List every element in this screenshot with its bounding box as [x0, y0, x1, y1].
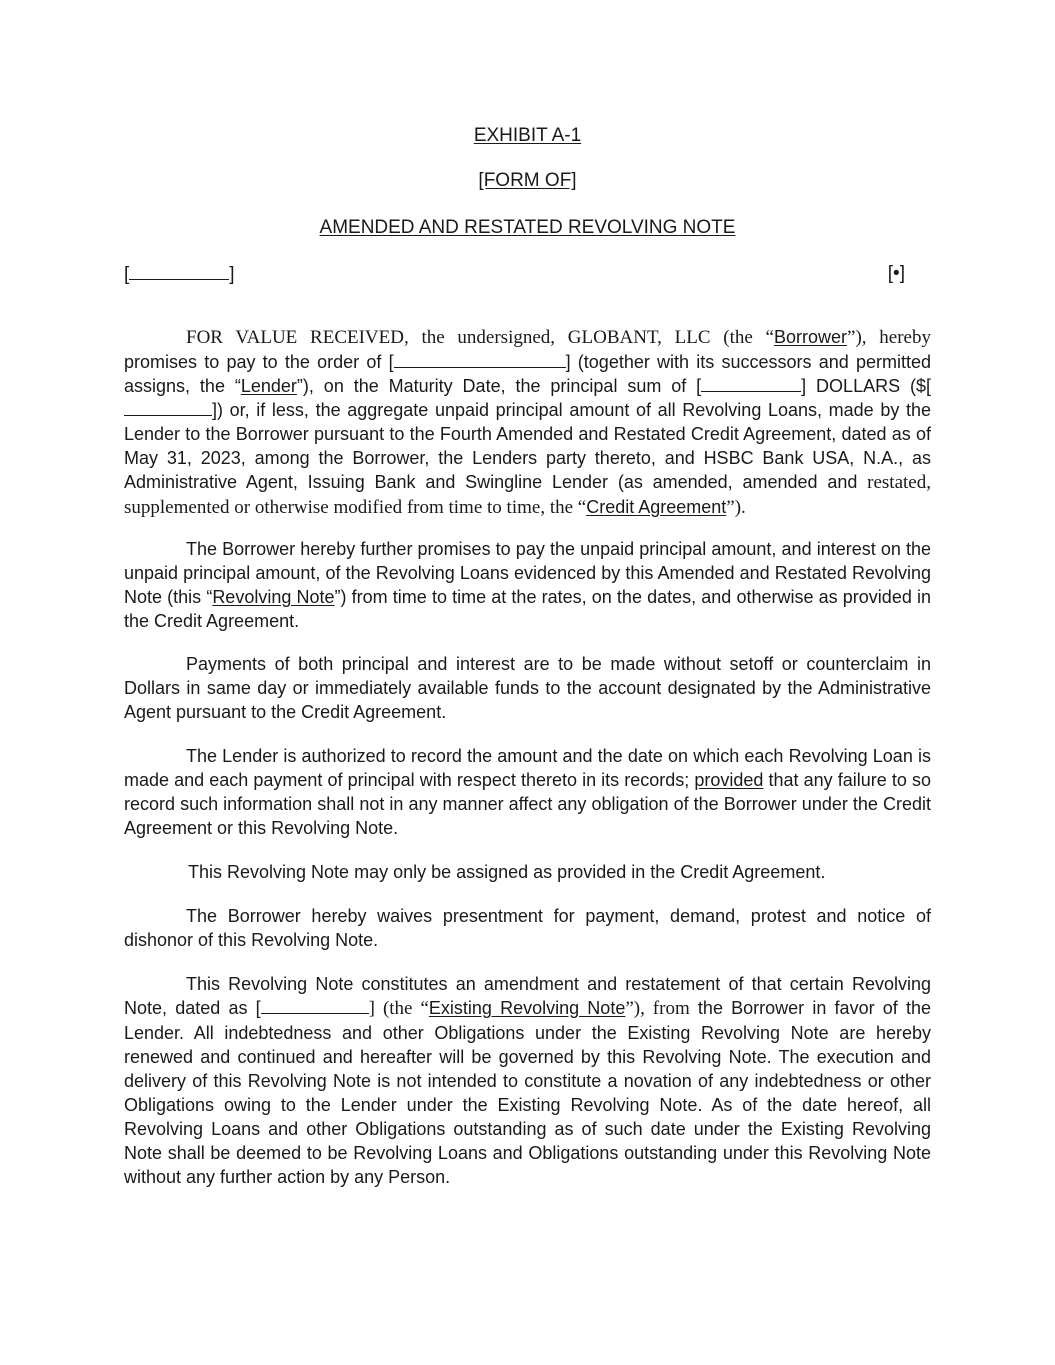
dateline [124, 262, 931, 287]
paragraph-amendment-restatement: This Revolving Note constitutes an amendment and restatement of that certain Revolving Note, dated as [ ] (the “Existing Revolving Note”), from the Borrower in favor of the Lender. All indebtedness and other Obligations under the Existing Revolving Note are hereby renewed and continued and hereafter will be governed by this Revolving Note. The execution and delivery of this Revolving Note is not intended to constitute a novation of any indebtedness or other Obligations owing to the Lender under the Existing Revolving Note. As of the date hereof, all Revolving Loans and other Obligations outstanding as of such date under the Existing Revolving Note shall be deemed to be Revolving Loans and Obligations outstanding under this Revolving Note without any further action by any Person. [124, 974, 931, 1187]
defined-term-lender: Lender [240, 376, 297, 396]
paragraph-waiver: The Borrower hereby waives presentment for payment, demand, protest and notice of dishonor of this Revolving Note. [124, 906, 931, 950]
exhibit-label: EXHIBIT A-1 [473, 125, 582, 146]
defined-term-revolving-note: Revolving Note [212, 587, 335, 607]
exhibit-heading [124, 124, 931, 148]
document-title-text: AMENDED AND RESTATED REVOLVING NOTE [319, 217, 736, 238]
date-placeholder: [ ] [124, 264, 235, 285]
paragraph-value-received: FOR VALUE RECEIVED, the undersigned, GLOBANT, LLC (the “Borrower”), hereby promises to pay to the order of [ ] (together with its successors and permitted assigns, the “Lender”), on the Maturity Date, the principal sum of [ ] DOLLARS ($[]) or, if less, the aggregate unpaid principal amount of all Revolving Loans, made by the Lender to the Borrower pursuant to the Fourth Amended and Restated Credit Agreement, dated as of May 31, 2023, among the Borrower, the Lenders party thereto, and HSBC Bank USA, N.A., as Administrative Agent, Issuing Bank and Swingline Lender (as amended, amended and restated, supplemented or otherwise modified from time to time, the “Credit Agreement”). [124, 327, 931, 518]
paragraph-promise-to-pay: The Borrower hereby further promises to pay the unpaid principal amount, and interest on the unpaid principal amount, of the Revolving Loans evidenced by this Amended and Restated Revolving Note (this “Revolving Note”) from time to time at the rates, on the dates, and otherwise as provided in the Credit Agreement. [124, 539, 931, 631]
bullet-placeholder: [•] [887, 263, 905, 284]
defined-term-borrower: Borrower [774, 327, 848, 347]
document-title [124, 216, 931, 240]
paragraph-records: The Lender is authorized to record the amount and the date on which each Revolving Loan is made and each payment of principal with respect thereto in its records; provided that any failure to so record such information shall not in any manner affect any obligation of the Borrower under the Credit Agreement or this Revolving Note. [124, 746, 931, 838]
paragraph-assignment: This Revolving Note may only be assigned as provided in the Credit Agreement. [188, 862, 826, 882]
form-of-heading [124, 169, 931, 193]
defined-term-existing-revolving-note: Existing Revolving Note [428, 998, 626, 1018]
term-provided: provided [694, 770, 764, 790]
form-of-label: [FORM OF] [478, 170, 577, 191]
paragraph-payments: Payments of both principal and interest are to be made without setoff or counterclaim in Dollars in same day or immediately available funds to the account designated by the Administrative Agent pursuant to the Credit Agreement. [124, 654, 931, 722]
defined-term-credit-agreement: Credit Agreement [586, 497, 727, 517]
